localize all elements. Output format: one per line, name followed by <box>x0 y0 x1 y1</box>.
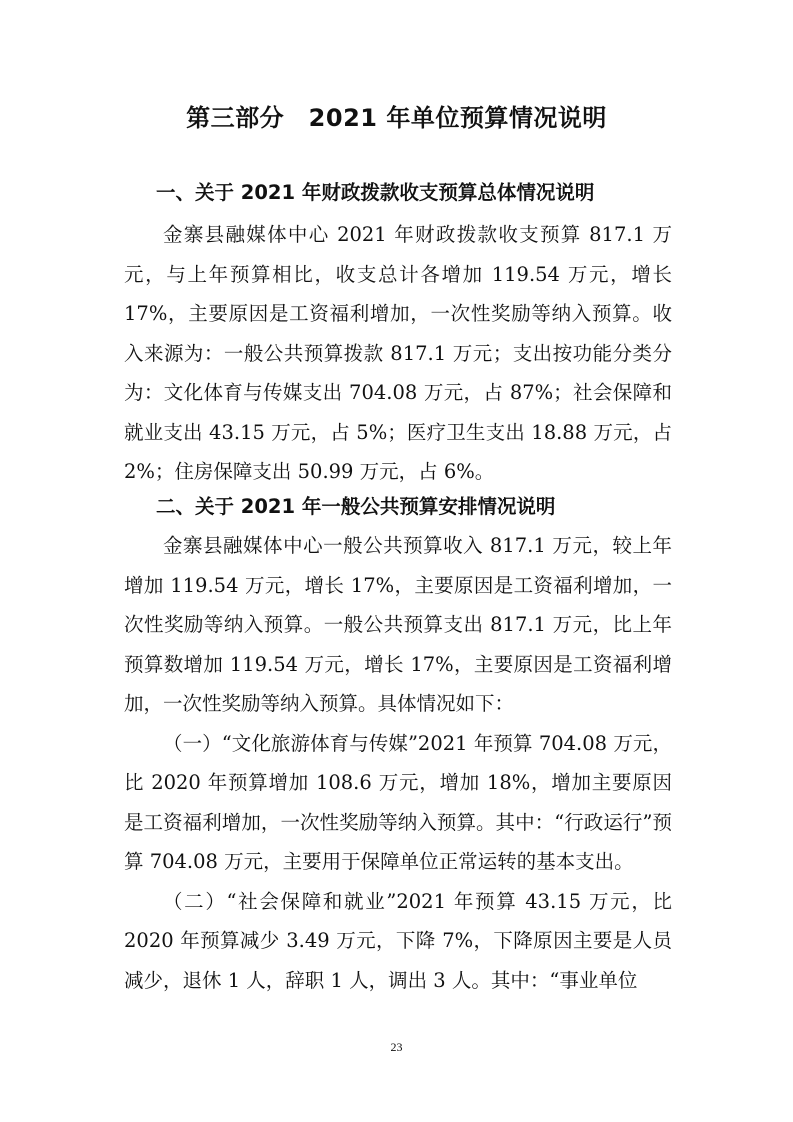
section-2-body <box>124 526 672 1000</box>
paragraph: 金寨县融媒体中心一般公共预算收入 817.1 万元，较上年增加 119.54 万元，增长 17%，主要原因是工资福利增加，一次性奖励等纳入预算。一般公共预算支出 817.1 万元，比上年预算数增加 119.54 万元，增长 17%，主要原因是工资福利增加，一次性奖励等纳入预算。具体情况如下： <box>124 534 672 715</box>
list-item-1: （一）“文化旅游体育与传媒”2021 年预算 704.08 万元，比 2020 年预算增加 108.6 万元，增加 18%，增加主要原因是工资福利增加，一次性奖励等纳入预算。其中：“行政运行”预算 704.08 万元，主要用于保障单位正常运转的基本支出。 <box>124 731 672 873</box>
page-number: 23 <box>390 1040 403 1054</box>
section-heading-1: 一、关于 2021 年财政拨款收支预算总体情况说明 <box>156 181 595 204</box>
section-heading-2: 二、关于 2021 年一般公共预算安排情况说明 <box>156 495 556 518</box>
paragraph: 金寨县融媒体中心 2021 年财政拨款收支预算 817.1 万元，与上年预算相比，收支总计各增加 119.54 万元，增长 17%，主要原因是工资福利增加，一次性奖励等纳入预算。收入来源为：一般公共预算拨款 817.1 万元；支出按功能分类分为：文化体育与传媒支出 704.08 万元，占 87%；社会保障和就业支出 43.15 万元，占 5%；医疗卫生支出 18.88 万元，占 2%；住房保障支出 50.99 万元，占 6%。 <box>124 223 672 483</box>
section-1-body <box>124 215 672 492</box>
list-item-2: （二）“社会保障和就业”2021 年预算 43.15 万元，比 2020 年预算减少 3.49 万元，下降 7%，下降原因主要是人员减少，退休 1 人，辞职 1 人，调出 3 人。其中：“事业单位 <box>124 889 672 992</box>
page-title: 第三部分 2021 年单位预算情况说明 <box>186 104 607 132</box>
